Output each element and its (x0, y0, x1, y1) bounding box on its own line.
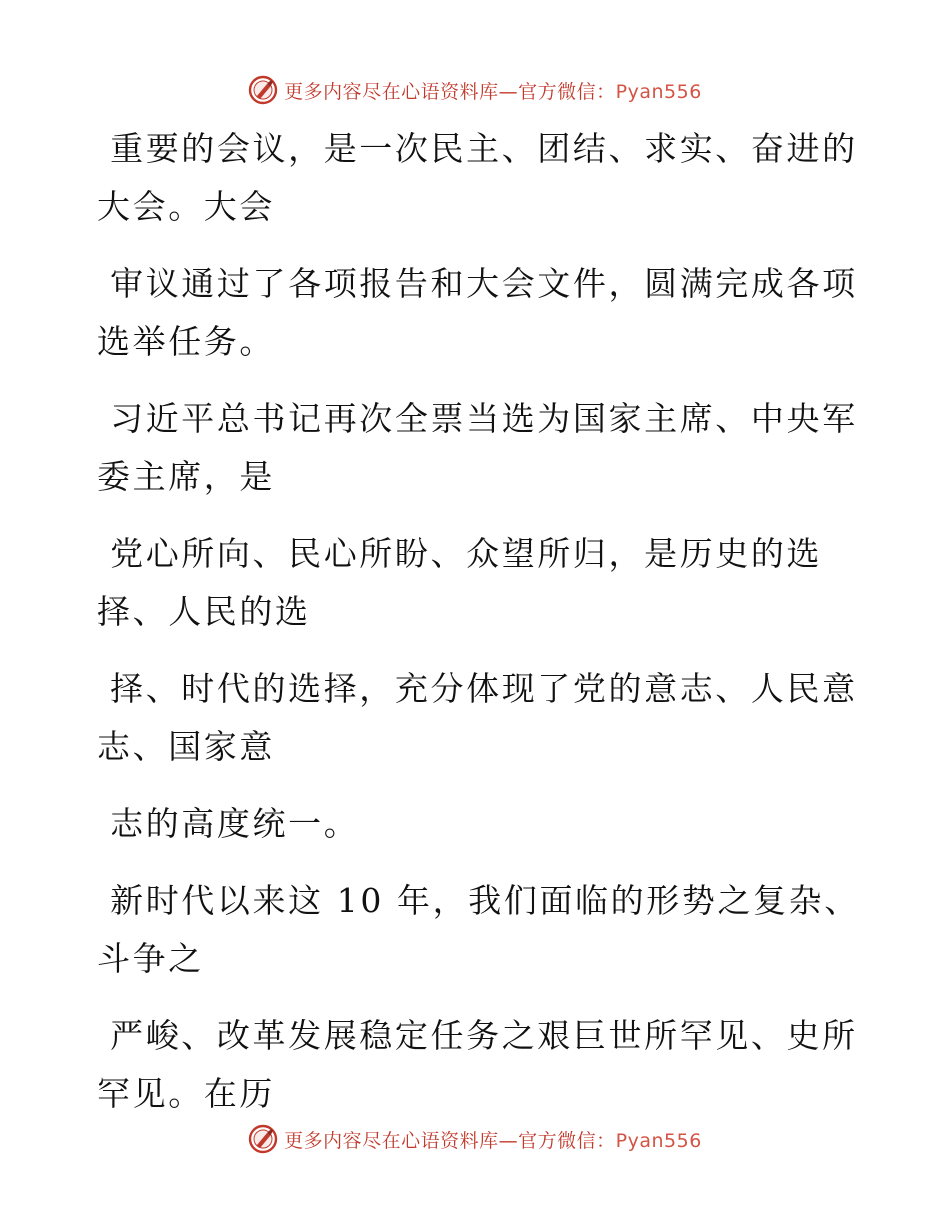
document-body (97, 120, 860, 1123)
header-banner-text (284, 77, 702, 104)
text-line: 新时代以来这 10 年，我们面临的形势之复杂、 (97, 881, 860, 920)
header-banner (0, 70, 950, 110)
text-line: 志的高度统一。 (97, 804, 360, 843)
footer-wechat-id: Pyan556 (615, 1129, 702, 1152)
footer-banner-text (284, 1126, 702, 1153)
text-line: 党心所向、民心所盼、众望所归，是历史的选 (97, 534, 823, 573)
paragraph-3 (97, 390, 858, 506)
text-line: 志、国家意 (97, 727, 275, 766)
paragraph-5 (97, 660, 858, 776)
text-line: 择、人民的选 (97, 592, 311, 631)
text-line: 选举任务。 (97, 322, 275, 361)
header-banner-label: 更多内容尽在心语资料库—官方微信： (284, 80, 616, 103)
paragraph-4 (97, 525, 837, 641)
text-line: 斗争之 (97, 939, 204, 978)
paragraph-7 (97, 872, 860, 988)
paragraph-6 (97, 795, 837, 853)
text-line: 罕见。在历 (97, 1074, 275, 1113)
text-line: 大会。大会 (97, 187, 275, 226)
footer-banner (0, 1119, 950, 1159)
text-line: 重要的会议，是一次民主、团结、求实、奋进的 (97, 129, 858, 168)
paragraph-1 (97, 120, 858, 236)
paragraph-2 (97, 255, 858, 371)
paragraph-8 (97, 1007, 858, 1123)
text-line: 习近平总书记再次全票当选为国家主席、中央军 (97, 399, 858, 438)
footer-banner-label: 更多内容尽在心语资料库—官方微信： (284, 1129, 616, 1152)
text-line: 严峻、改革发展稳定任务之艰巨世所罕见、史所 (97, 1016, 858, 1055)
pen-nib-seal-icon (248, 1124, 278, 1154)
text-line: 委主席，是 (97, 457, 275, 496)
text-line: 择、时代的选择，充分体现了党的意志、人民意 (97, 669, 858, 708)
text-line: 审议通过了各项报告和大会文件，圆满完成各项 (97, 264, 858, 303)
pen-nib-seal-icon (248, 75, 278, 105)
header-wechat-id: Pyan556 (615, 80, 702, 103)
